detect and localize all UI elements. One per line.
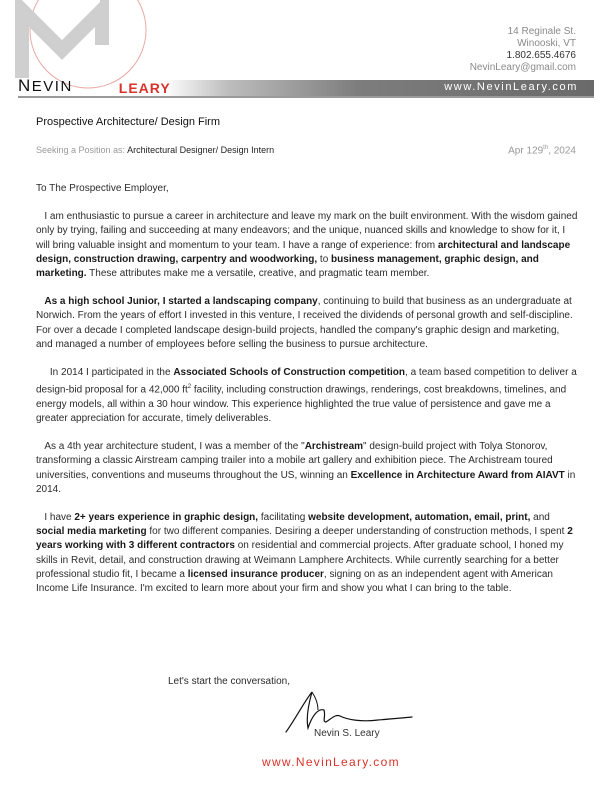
contact-phone[interactable]: 1.802.655.4676 (506, 50, 576, 61)
contact-block (470, 26, 576, 74)
position-title: Architectural Designer/ Design Intern (127, 145, 275, 155)
letter-date: Apr 129th, 2024 (508, 145, 576, 157)
paragraph-2: As a high school Junior, I started a landscaping company, continuing to build that business as an undergraduate at Norwich. From the years of effort I invested in this venture, I received the dividends of personal growth and self-discipline. For over a decade I completed landscape design-build projects, handled the company's graphic design and marketing, and managed a number of employees before selling the business to pursue architecture. (36, 296, 573, 350)
paragraph-5: I have 2+ years experience in graphic design, facilitating website development, automation, email, print, and social media marketing for two different companies. Desiring a deeper understanding of construction methods, I spent 2 years working with 3 different contractors on residential and commercial projects. After graduate school, I honed my skills in Revit, detail, and construction drawing at Weimann Lamphere Architects. While currently searching for a better professional studio fit, I became a licensed insurance producer, signing on as an independent agent with American Income Life Insurance. I'm excited to learn more about your firm and show you what I can bring to the table. (36, 511, 573, 594)
header-website-link[interactable]: www.NevinLeary.com (444, 81, 578, 93)
position-line (36, 145, 274, 155)
paragraph-4: As a 4th year architecture student, I was a member of the "Archistream" design-build project with Tolya Stonorov, transforming a classic Airstream camping trailer into a mobile art gallery and exhibition piece. The Archistream toured universities, conventions and museums throughout the US, winning an Excellence in Architecture Award from AIAVT in 2014. (36, 441, 576, 495)
footer-website-link[interactable]: www.NevinLeary.com (262, 755, 400, 769)
website-header-bar (164, 80, 594, 96)
paragraph-1: I am enthusiastic to pursue a career in architecture and leave my mark on the built environment. With the wisdom gained only by trying, failing and succeeding at many endeavors; and the unique, nuanced skills and knowledge to show for it, I will bring valuable insight and momentum to your team. I have a range of experience: from architectural and landscape design, construction drawing, carpentry and woodworking, to business management, graphic design, and marketing. These attributes make me a versatile, creative, and pragmatic team member. (36, 211, 578, 280)
header-divider (18, 96, 594, 98)
salutation: To The Prospective Employer, (36, 183, 169, 194)
closing-line: Let's start the conversation, (168, 676, 290, 687)
contact-street: 14 Reginale St. (507, 26, 576, 37)
contact-city: Winooski, VT (517, 38, 576, 49)
letter-body (36, 182, 578, 610)
first-name: NEVIN (18, 76, 73, 95)
signer-name: Nevin S. Leary (314, 728, 380, 739)
recipient-org: Prospective Architecture/ Design Firm (36, 116, 221, 128)
paragraph-3: In 2014 I participated in the Associated Schools of Construction competition, a team based competition to deliver a design-bid proposal for a 42,000 $ft^2$ facility, including construction drawings, renderings, cost breakdowns, timelines, and energy models, all within a 30 hour window. This experience highlighted the true value of persistence and gave me a greater appreciation for accurate, timely deliverables. (36, 367, 577, 424)
contact-email[interactable]: NevinLeary@gmail.com (469, 62, 576, 73)
last-name: LEARY (118, 80, 171, 96)
seeking-prefix: Seeking a Position as: (36, 145, 126, 155)
letterhead-name (18, 76, 171, 96)
